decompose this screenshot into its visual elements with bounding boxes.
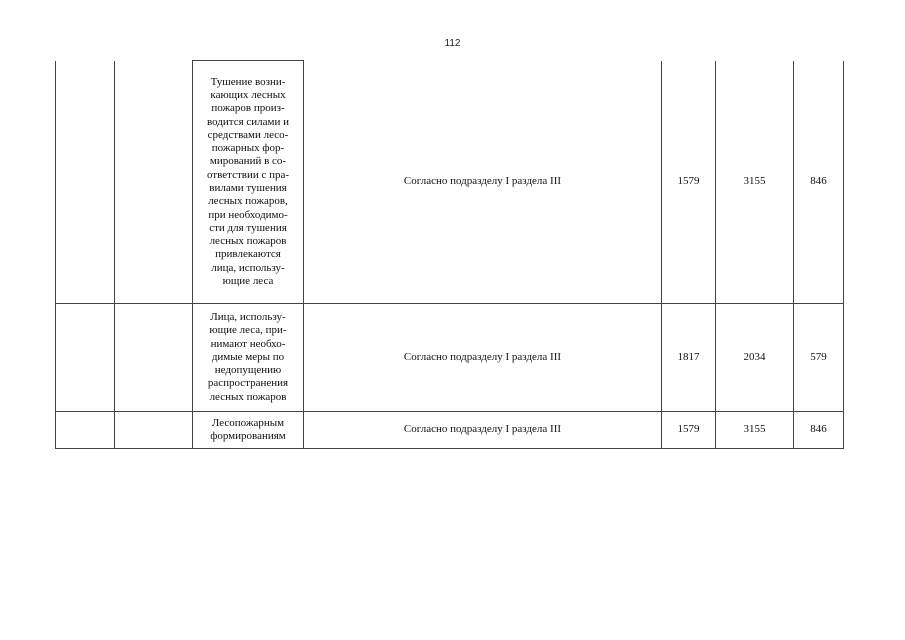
value-cell: 846 xyxy=(794,61,844,304)
empty-cell xyxy=(115,412,193,449)
empty-cell xyxy=(56,412,115,449)
table-row xyxy=(56,412,844,449)
reference-cell: Согласно подразделу I раздела III xyxy=(304,61,662,304)
description-cell: Лица, использу- ющие леса, при- нимают необхо- димые меры по недопущению распространения лесных пожаров xyxy=(193,304,304,412)
data-table xyxy=(55,60,844,449)
empty-cell xyxy=(115,61,193,304)
description-cell: Тушение возни- кающих лесных пожаров произ- водится силами и средствами лесо- пожарных фор- мирований в со- ответствии с пра- вилами тушения лесных пожаров, при необходимо- сти для тушения лесных пожаров привлекаются лица, использу- ющие леса xyxy=(193,61,304,304)
empty-cell xyxy=(56,304,115,412)
value-cell: 1817 xyxy=(662,304,716,412)
reference-cell: Согласно подразделу I раздела III xyxy=(304,304,662,412)
value-cell: 3155 xyxy=(716,61,794,304)
value-cell: 579 xyxy=(794,304,844,412)
empty-cell xyxy=(115,304,193,412)
value-cell: 1579 xyxy=(662,412,716,449)
table-row xyxy=(56,304,844,412)
empty-cell xyxy=(56,61,115,304)
page-number: 112 xyxy=(444,38,461,49)
value-cell: 846 xyxy=(794,412,844,449)
value-cell: 3155 xyxy=(716,412,794,449)
table-row xyxy=(56,61,844,304)
reference-cell: Согласно подразделу I раздела III xyxy=(304,412,662,449)
value-cell: 2034 xyxy=(716,304,794,412)
value-cell: 1579 xyxy=(662,61,716,304)
description-cell: Лесопожарным формированиям xyxy=(193,412,304,449)
